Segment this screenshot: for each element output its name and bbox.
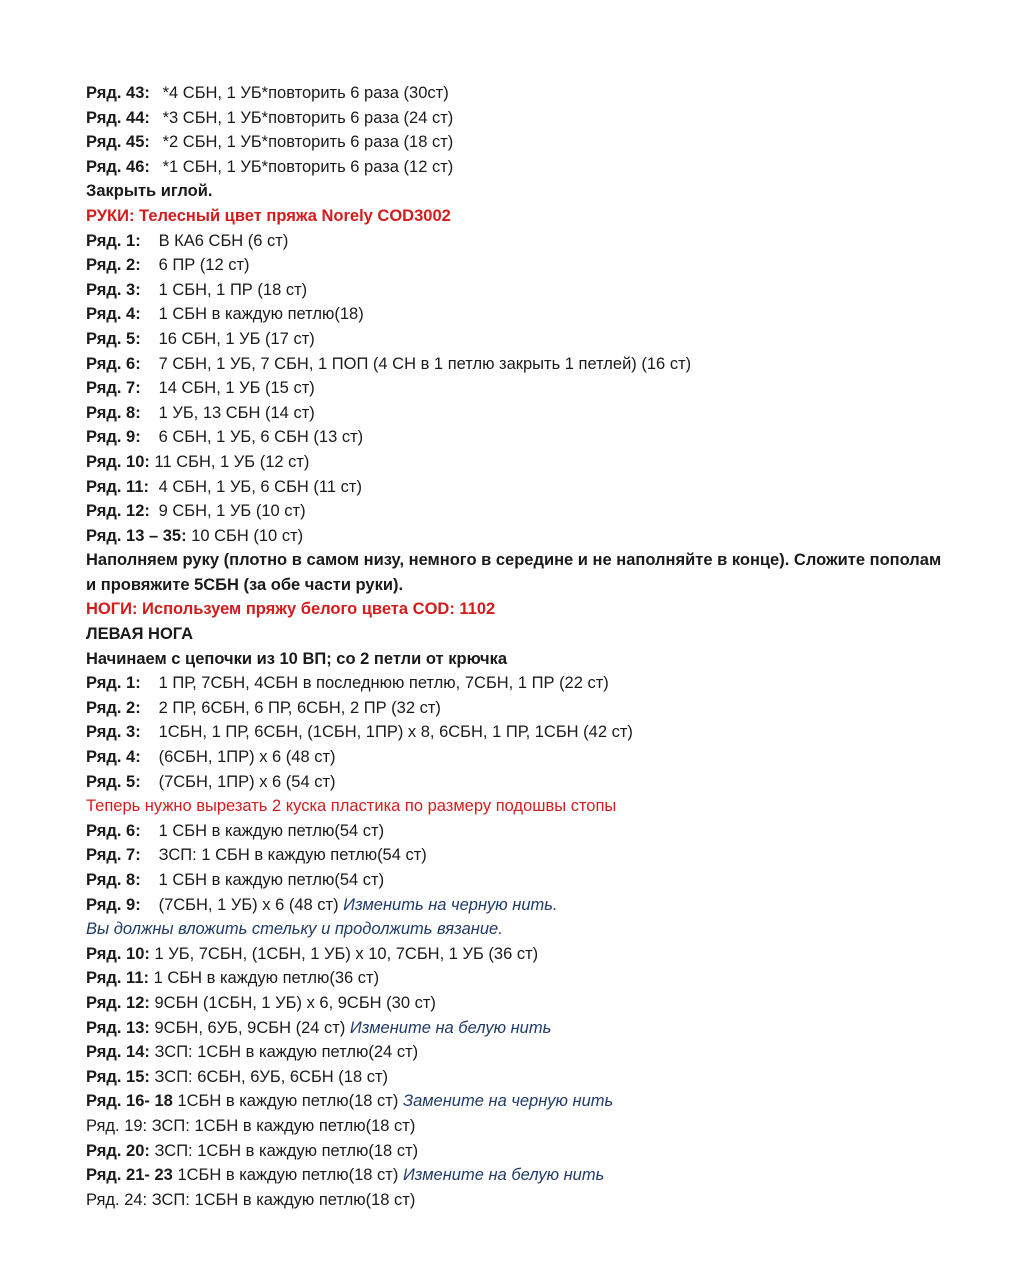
row-label: Ряд. 9: — [86, 428, 141, 447]
arms-row-8 — [86, 401, 984, 426]
row-label: Ряд. 11: — [86, 477, 149, 496]
row-text: ЗСП: 1СБН в каждую петлю(18 ст) — [151, 1190, 416, 1209]
leg-row-15 — [86, 1065, 984, 1090]
row-45 — [86, 130, 984, 155]
leg-row-24 — [86, 1188, 984, 1213]
arms-row-12 — [86, 499, 984, 524]
row-text: 7 СБН, 1 УБ, 7 СБН, 1 ПОП (4 СН в 1 петлю закрыть 1 петлей) (16 ст) — [158, 354, 692, 373]
row-label: Ряд. 4: — [86, 305, 141, 324]
row-text: 9СБН (1СБН, 1 УБ) х 6, 9СБН (30 ст) — [154, 993, 436, 1012]
leg-row-8 — [86, 868, 984, 893]
color-change-note: Измените на белую нить — [349, 1018, 552, 1037]
row-text: 1 СБН, 1 ПР (18 ст) — [158, 280, 308, 299]
row-label: Ряд. 6: — [86, 821, 141, 840]
row-text: *3 СБН, 1 УБ*повторить 6 раза (24 ст) — [162, 108, 454, 127]
arms-row-7 — [86, 376, 984, 401]
color-change-note: Измените на белую нить — [402, 1166, 605, 1185]
row-label: Ряд. 11: — [86, 969, 149, 988]
row-label: Ряд. 15: — [86, 1067, 150, 1086]
row-label: Ряд. 2: — [86, 256, 141, 275]
leg-row-11 — [86, 966, 984, 991]
leg-row-6 — [86, 819, 984, 844]
arms-row-6 — [86, 352, 984, 377]
row-label: Ряд. 6: — [86, 354, 141, 373]
row-text: 1СБН, 1 ПР, 6СБН, (1СБН, 1ПР) х 8, 6СБН, 1 ПР, 1СБН (42 ст) — [158, 723, 633, 742]
row-label: Ряд. 45: — [86, 133, 150, 152]
row-label: Ряд. 1: — [86, 674, 141, 693]
row-label: Ряд. 3: — [86, 723, 141, 742]
leg-row-16-18 — [86, 1089, 984, 1114]
row-text: *2 СБН, 1 УБ*повторить 6 раза (18 ст) — [162, 133, 454, 152]
row-text: 10 СБН (10 ст) — [191, 526, 304, 545]
leg-row-14 — [86, 1040, 984, 1065]
row-46 — [86, 155, 984, 180]
arms-heading: РУКИ: Телесный цвет пряжа Norely COD3002 — [86, 206, 451, 225]
row-label: Ряд. 46: — [86, 157, 150, 176]
leg-row-20 — [86, 1139, 984, 1164]
row-text: 4 СБН, 1 УБ, 6 СБН (11 ст) — [158, 477, 362, 496]
leg-row-9 — [86, 893, 984, 918]
row-text: 1СБН в каждую петлю(18 ст) — [177, 1092, 399, 1111]
color-change-note: Замените на черную нить — [402, 1092, 614, 1111]
row-label: Ряд. 7: — [86, 379, 141, 398]
row-label: Ряд. 14: — [86, 1043, 150, 1062]
leg-row-7 — [86, 843, 984, 868]
row-label: Ряд. 4: — [86, 748, 141, 767]
leg-row-21-23 — [86, 1163, 984, 1188]
row-text: 6 ПР (12 ст) — [158, 256, 250, 275]
row-label: Ряд. 9: — [86, 895, 141, 914]
leg-row-3 — [86, 720, 984, 745]
leg-row-4 — [86, 745, 984, 770]
row-label: Ряд. 5: — [86, 329, 141, 348]
row-label: Ряд. 20: — [86, 1141, 150, 1160]
row-label: Ряд. 8: — [86, 403, 141, 422]
leg-row-5 — [86, 770, 984, 795]
row-text: 16 СБН, 1 УБ (17 ст) — [158, 329, 315, 348]
arms-row-9 — [86, 425, 984, 450]
row-label: Ряд. 8: — [86, 871, 141, 889]
row-label: Ряд. 7: — [86, 846, 141, 865]
leg-row-1 — [86, 671, 984, 696]
arms-row-1 — [86, 229, 984, 254]
row-label: Ряд. 12: — [86, 993, 150, 1012]
row-text: ЗСП: 1СБН в каждую петлю(24 ст) — [154, 1043, 419, 1062]
row-text: 6 СБН, 1 УБ, 6 СБН (13 ст) — [158, 428, 364, 447]
row-label: Ряд. 16- 18 — [86, 1092, 173, 1111]
arms-row-11 — [86, 475, 984, 500]
row-text: 1 УБ, 7СБН, (1СБН, 1 УБ) х 10, 7СБН, 1 УБ (36 ст) — [154, 944, 539, 963]
row-text: 1 ПР, 7СБН, 4СБН в последнюю петлю, 7СБН, 1 ПР (22 ст) — [158, 674, 609, 693]
row-text: *4 СБН, 1 УБ*повторить 6 раза (30ст) — [162, 84, 449, 102]
plastic-note: Теперь нужно вырезать 2 куска пластика по размеру подошвы стопы — [86, 797, 617, 816]
row-text: 1 СБН в каждую петлю(36 ст) — [153, 969, 380, 988]
row-text: ЗСП: 1СБН в каждую петлю(18 ст) — [151, 1116, 416, 1135]
leg-row-10 — [86, 942, 984, 967]
row-44 — [86, 106, 984, 131]
row-label: Ряд. 13 – 35: — [86, 526, 187, 545]
arms-row-2 — [86, 253, 984, 278]
color-change-note: Изменить на черную нить. — [343, 895, 558, 914]
leg-start-note: Начинаем с цепочки из 10 ВП; со 2 петли от крючка — [86, 649, 508, 668]
leg-row-13 — [86, 1016, 984, 1041]
leg-row-19 — [86, 1114, 984, 1139]
arms-fill-note: Наполняем руку (плотно в самом низу, немного в середине и не наполняйте в конце). Сложите пополам и провяжите 5СБН (за обе части руки). — [86, 551, 942, 594]
row-text: 1СБН в каждую петлю(18 ст) — [177, 1166, 399, 1185]
row-text: ЗСП: 6СБН, 6УБ, 6СБН (18 ст) — [154, 1067, 389, 1086]
row-text: 1 СБН в каждую петлю(54 ст) — [158, 821, 385, 840]
row-text: 9СБН, 6УБ, 9СБН (24 ст) — [154, 1018, 346, 1037]
row-text: (6СБН, 1ПР) х 6 (48 ст) — [158, 748, 336, 767]
arms-row-10 — [86, 450, 984, 475]
row-text: ЗСП: 1СБН в каждую петлю(18 ст) — [154, 1141, 419, 1160]
leg-row-12 — [86, 991, 984, 1016]
arms-row-13-35 — [86, 524, 984, 549]
row-text: 14 СБН, 1 УБ (15 ст) — [158, 379, 315, 398]
row-text: 9 СБН, 1 УБ (10 ст) — [158, 502, 306, 521]
row-label: Ряд. 24: — [86, 1190, 148, 1209]
row-label: Ряд. 12: — [86, 502, 150, 521]
row-text: (7СБН, 1ПР) х 6 (54 ст) — [158, 772, 336, 791]
row-43 — [86, 81, 984, 106]
leg-row-2 — [86, 696, 984, 721]
row-label: Ряд. 10: — [86, 944, 150, 963]
row-text: 11 СБН, 1 УБ (12 ст) — [154, 452, 310, 471]
row-label: Ряд. 21- 23 — [86, 1166, 173, 1185]
row-label: Ряд. 13: — [86, 1018, 150, 1037]
row-text: (7СБН, 1 УБ) х 6 (48 ст) — [158, 895, 339, 914]
row-text: 1 СБН в каждую петлю(18) — [158, 305, 364, 324]
legs-heading: НОГИ: Используем пряжу белого цвета COD: 1102 — [86, 600, 496, 619]
row-text: 1 СБН в каждую петлю(54 ст) — [158, 871, 385, 889]
row-label: Ряд. 1: — [86, 231, 141, 250]
row-text: 1 УБ, 13 СБН (14 ст) — [158, 403, 315, 422]
insole-note: Вы должны вложить стельку и продолжить вязание. — [86, 920, 503, 939]
row-text: *1 СБН, 1 УБ*повторить 6 раза (12 ст) — [162, 157, 454, 176]
left-leg-subheading: ЛЕВАЯ НОГА — [86, 625, 194, 644]
row-text: В КА6 СБН (6 ст) — [158, 231, 289, 250]
row-label: Ряд. 19: — [86, 1116, 148, 1135]
close-note: Закрыть иглой. — [86, 182, 213, 201]
row-label: Ряд. 5: — [86, 772, 141, 791]
row-text: ЗСП: 1 СБН в каждую петлю(54 ст) — [158, 846, 427, 865]
row-label: Ряд. 10: — [86, 452, 150, 471]
arms-row-4 — [86, 302, 984, 327]
row-label: Ряд. 3: — [86, 280, 141, 299]
row-label: Ряд. 2: — [86, 698, 141, 717]
row-label: Ряд. 43: — [86, 84, 150, 102]
row-text: 2 ПР, 6СБН, 6 ПР, 6СБН, 2 ПР (32 ст) — [158, 698, 441, 717]
arms-row-5 — [86, 327, 984, 352]
row-label: Ряд. 44: — [86, 108, 150, 127]
arms-row-3 — [86, 278, 984, 303]
